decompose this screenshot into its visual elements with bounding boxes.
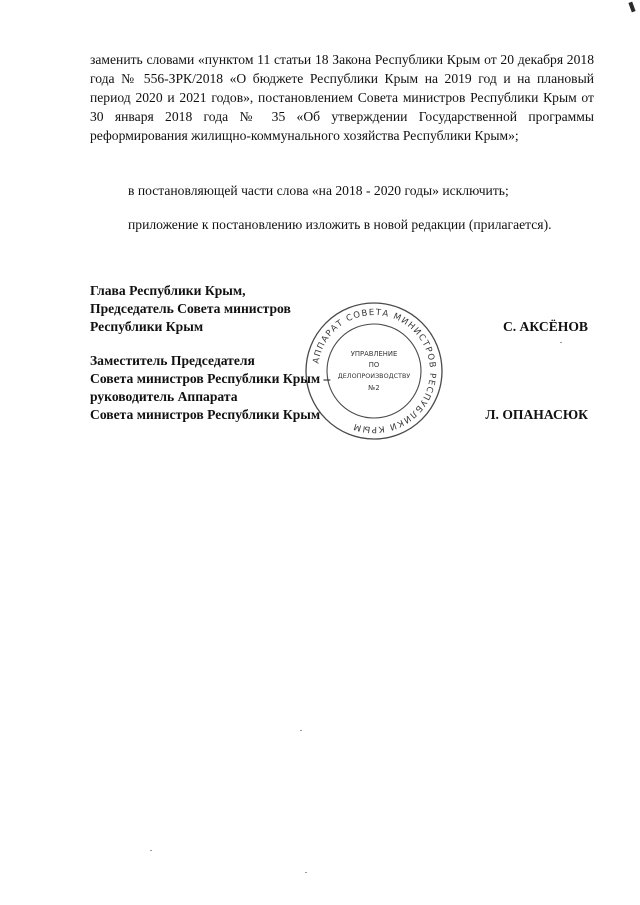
signature-block-deputy xyxy=(90,352,594,424)
signature-block-head xyxy=(90,282,594,336)
stamp-center-line-3: ДЕЛОПРОИЗВОДСТВУ xyxy=(337,372,411,380)
scan-speck xyxy=(560,342,562,343)
signature-2-title-line-3: руководитель Аппарата xyxy=(90,389,238,404)
scan-speck xyxy=(300,730,302,731)
signature-2-name: Л. ОПАНАСЮК xyxy=(485,407,588,422)
signature-2-title-line-2: Совета министров Республики Крым – xyxy=(90,371,331,386)
paragraph-2: в постановляющей части слова «на 2018 - 2020 годы» исключить; xyxy=(128,183,509,198)
stamp-center-line-4: №2 xyxy=(368,384,380,392)
scan-corner-mark xyxy=(628,2,635,13)
scan-speck xyxy=(150,850,152,851)
signature-1-name: С. АКСЁНОВ xyxy=(502,319,588,334)
stamp-center-line-1: УПРАВЛЕНИЕ xyxy=(350,350,398,358)
signature-2-title-line-1: Заместитель Председателя xyxy=(90,353,255,368)
signature-1-title-line-3: Республики Крым xyxy=(90,319,204,334)
stamp-center-line-2: ПО xyxy=(368,361,380,369)
paragraph-1: заменить словами «пунктом 11 статьи 18 Закона Республики Крым от 20 декабря 2018 года № 556-ЗРК/2018 «О бюджете Республики Крым на 2019 год и на плановый период 2020 и 2021 годов», постановлением Совета министров Республики Крым от 30 января 2018 года № 35 «Об утверждении Государственной программы реформирования жилищно-коммунального хозяйства Республики Крым»; xyxy=(90,52,594,143)
stamp-ring-text: АППАРАТ СОВЕТА МИНИСТРОВ РЕСПУБЛИКИ КРЫМ xyxy=(311,307,438,435)
signature-1-title-line-1: Глава Республики Крым, xyxy=(90,283,246,298)
scan-speck xyxy=(305,872,307,873)
paragraph-3: приложение к постановлению изложить в новой редакции (прилагается). xyxy=(128,217,552,232)
signature-1-title-line-2: Председатель Совета министров xyxy=(90,301,291,316)
signature-2-title-line-4: Совета министров Республики Крым xyxy=(90,407,321,422)
